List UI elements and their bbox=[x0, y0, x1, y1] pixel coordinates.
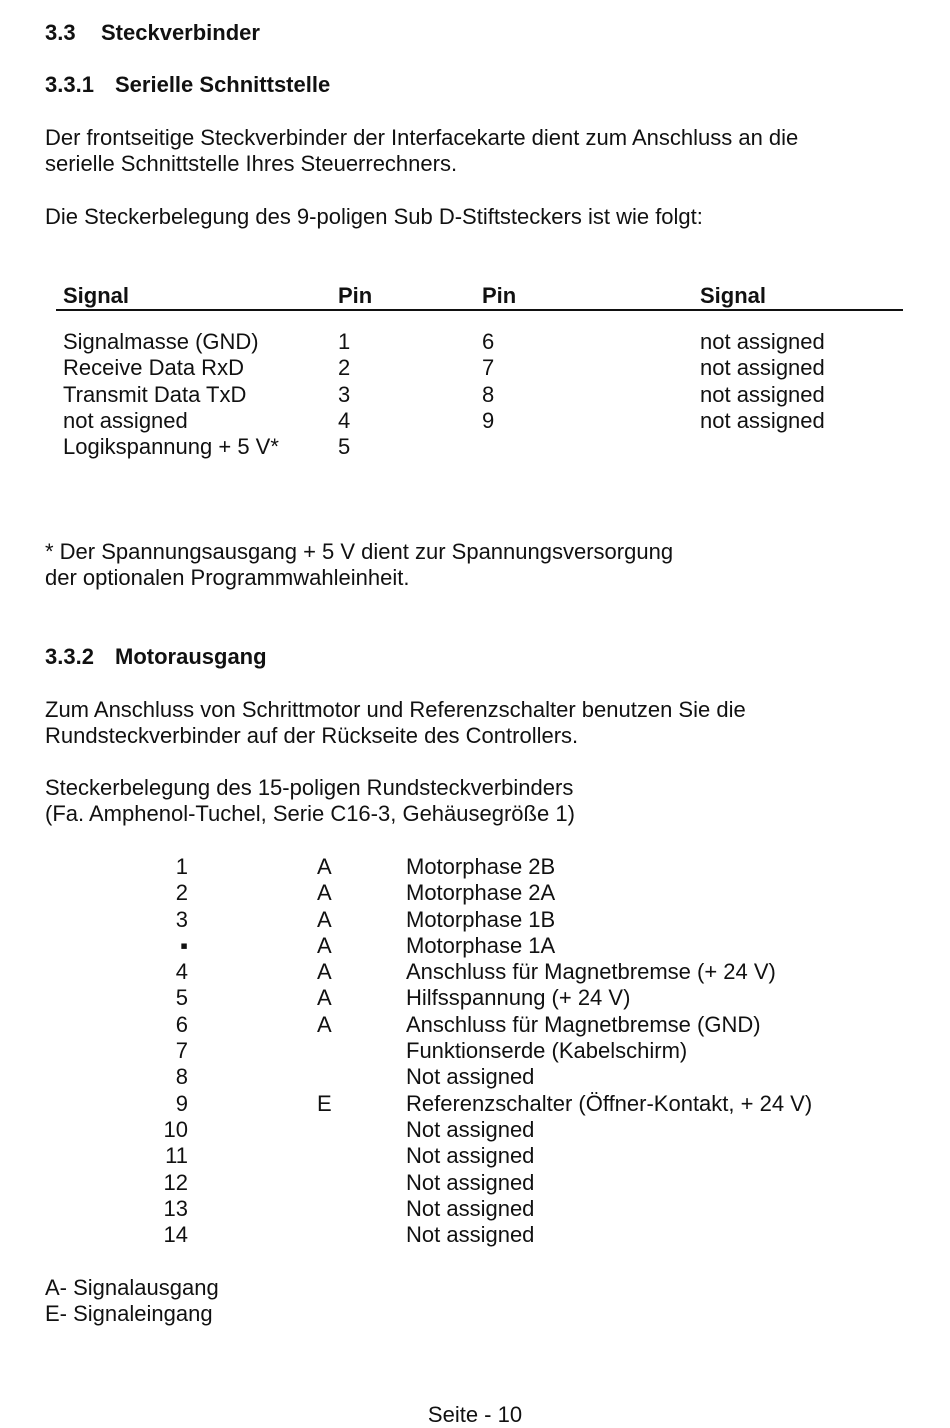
legend-line: A- Signalausgang bbox=[45, 1275, 219, 1300]
pin-number: 11 bbox=[165, 1143, 188, 1169]
pin-number: ▪ bbox=[180, 932, 188, 958]
pin-number: 3 bbox=[175, 906, 188, 932]
paragraph-line: Der frontseitige Steckverbinder der Interfacekarte dient zum Anschluss an die bbox=[45, 125, 799, 150]
pin-direction bbox=[317, 1064, 332, 1090]
pin-direction: E bbox=[317, 1090, 332, 1116]
table-cell: 9 bbox=[482, 407, 495, 433]
pin-function: Motorphase 1A bbox=[406, 932, 556, 958]
footnote bbox=[45, 539, 673, 592]
table-cell: Signalmasse (GND) bbox=[63, 329, 259, 354]
section-heading bbox=[45, 20, 260, 46]
pin-function: Not assigned bbox=[406, 1195, 535, 1221]
paragraph-line: Steckerbelegung des 15-poligen Rundsteckverbinders bbox=[45, 775, 574, 800]
table-cell: 7 bbox=[482, 355, 495, 381]
pin-number: 2 bbox=[175, 880, 188, 906]
pin-function-column bbox=[406, 854, 812, 1248]
pin-number: 10 bbox=[163, 1116, 188, 1142]
pin-function: Not assigned bbox=[406, 1222, 535, 1248]
pin-direction: A bbox=[317, 985, 332, 1011]
pin-function: Anschluss für Magnetbremse (GND) bbox=[406, 1011, 761, 1037]
pin-function: Referenzschalter (Öffner-Kontakt, + 24 V) bbox=[406, 1090, 813, 1116]
pin-direction: A bbox=[317, 1011, 332, 1037]
legend-line: E- Signaleingang bbox=[45, 1301, 213, 1327]
table-cell: 8 bbox=[482, 381, 495, 407]
pin-number: 6 bbox=[175, 1011, 188, 1037]
pin-function: Anschluss für Magnetbremse (+ 24 V) bbox=[406, 959, 776, 985]
table-cell: Logikspannung + 5 V* bbox=[63, 434, 279, 460]
pin-function: Motorphase 2A bbox=[406, 880, 556, 906]
footnote-line: der optionalen Programmwahleinheit. bbox=[45, 565, 410, 591]
table-header-pin: Pin bbox=[482, 283, 517, 308]
table-header-pin: Pin bbox=[338, 283, 373, 308]
pin-direction-column bbox=[317, 854, 332, 1117]
subsection-number: 3.3.1 bbox=[45, 72, 94, 97]
pin-number: 4 bbox=[175, 959, 188, 985]
subsection-heading-serial bbox=[45, 72, 330, 98]
pin-number: 8 bbox=[175, 1064, 188, 1090]
pin-number: 9 bbox=[175, 1090, 188, 1116]
direction-legend bbox=[45, 1275, 219, 1328]
subsection-title: Motorausgang bbox=[115, 644, 267, 669]
pin-direction bbox=[317, 1038, 332, 1064]
table-column-pin-right bbox=[482, 329, 494, 434]
section-number: 3.3 bbox=[45, 20, 76, 45]
table-cell: Receive Data RxD bbox=[63, 355, 244, 381]
paragraph-line: Zum Anschluss von Schrittmotor und Referenzschalter benutzen Sie die bbox=[45, 697, 746, 722]
subsection-number: 3.3.2 bbox=[45, 644, 94, 669]
paragraph-intro bbox=[45, 125, 798, 178]
table-cell: not assigned bbox=[63, 407, 188, 433]
pin-direction: A bbox=[317, 880, 332, 906]
pin-function: Not assigned bbox=[406, 1169, 535, 1195]
table-column-signal-right bbox=[700, 329, 825, 434]
paragraph-line: serielle Schnittstelle Ihres Steuerrechners. bbox=[45, 151, 458, 177]
pin-function: Motorphase 1B bbox=[406, 906, 556, 932]
pin-direction: A bbox=[317, 854, 332, 879]
table-column-pin-left bbox=[338, 329, 350, 460]
pin-function: Not assigned bbox=[406, 1143, 535, 1169]
pin-number-column bbox=[150, 854, 188, 1248]
pin-direction: A bbox=[317, 932, 332, 958]
table-cell: not assigned bbox=[700, 355, 825, 381]
subsection-title: Serielle Schnittstelle bbox=[115, 72, 331, 97]
pin-number: 14 bbox=[163, 1222, 188, 1248]
pin-number: 13 bbox=[163, 1195, 188, 1221]
pin-function: Not assigned bbox=[406, 1064, 535, 1090]
table-cell: 6 bbox=[482, 329, 495, 354]
pin-function: Hilfsspannung (+ 24 V) bbox=[406, 985, 631, 1011]
pin-number: 7 bbox=[175, 1038, 188, 1064]
table-header-signal: Signal bbox=[63, 283, 130, 308]
pin-direction: A bbox=[317, 959, 332, 985]
table-cell: 3 bbox=[338, 381, 351, 407]
section-title: Steckverbinder bbox=[101, 20, 260, 45]
pin-number: 12 bbox=[163, 1169, 188, 1195]
table-header-signal: Signal bbox=[700, 283, 767, 308]
table-cell: not assigned bbox=[700, 329, 825, 354]
paragraph-motor-intro bbox=[45, 697, 746, 750]
table-cell: 4 bbox=[338, 407, 351, 433]
table-cell: 5 bbox=[338, 434, 351, 460]
table-cell: not assigned bbox=[700, 407, 825, 433]
pin-function: Not assigned bbox=[406, 1116, 535, 1142]
table-cell: 2 bbox=[338, 355, 351, 381]
table-column-signal-left bbox=[63, 329, 279, 460]
table-cell: Transmit Data TxD bbox=[63, 381, 247, 407]
pin-function: Funktionserde (Kabelschirm) bbox=[406, 1038, 688, 1064]
subsection-heading-motor bbox=[45, 644, 267, 670]
pin-number: 1 bbox=[175, 854, 188, 879]
page-number: Seite - 10 bbox=[427, 1402, 523, 1427]
table-cell: not assigned bbox=[700, 381, 825, 407]
paragraph-line: Rundsteckverbinder auf der Rückseite des Controllers. bbox=[45, 723, 579, 749]
pin-number: 5 bbox=[175, 985, 188, 1011]
table-cell: 1 bbox=[338, 329, 351, 354]
table-header-rule bbox=[56, 309, 903, 311]
footnote-line: * Der Spannungsausgang + 5 V dient zur Spannungsversorgung bbox=[45, 539, 674, 564]
paragraph-line: (Fa. Amphenol-Tuchel, Serie C16-3, Gehäusegröße 1) bbox=[45, 801, 575, 827]
pin-direction: A bbox=[317, 906, 332, 932]
paragraph-connector-intro bbox=[45, 775, 575, 828]
pin-function: Motorphase 2B bbox=[406, 854, 556, 879]
paragraph-pinout-intro: Die Steckerbelegung des 9-poligen Sub D-Stiftsteckers ist wie folgt: bbox=[45, 204, 703, 229]
